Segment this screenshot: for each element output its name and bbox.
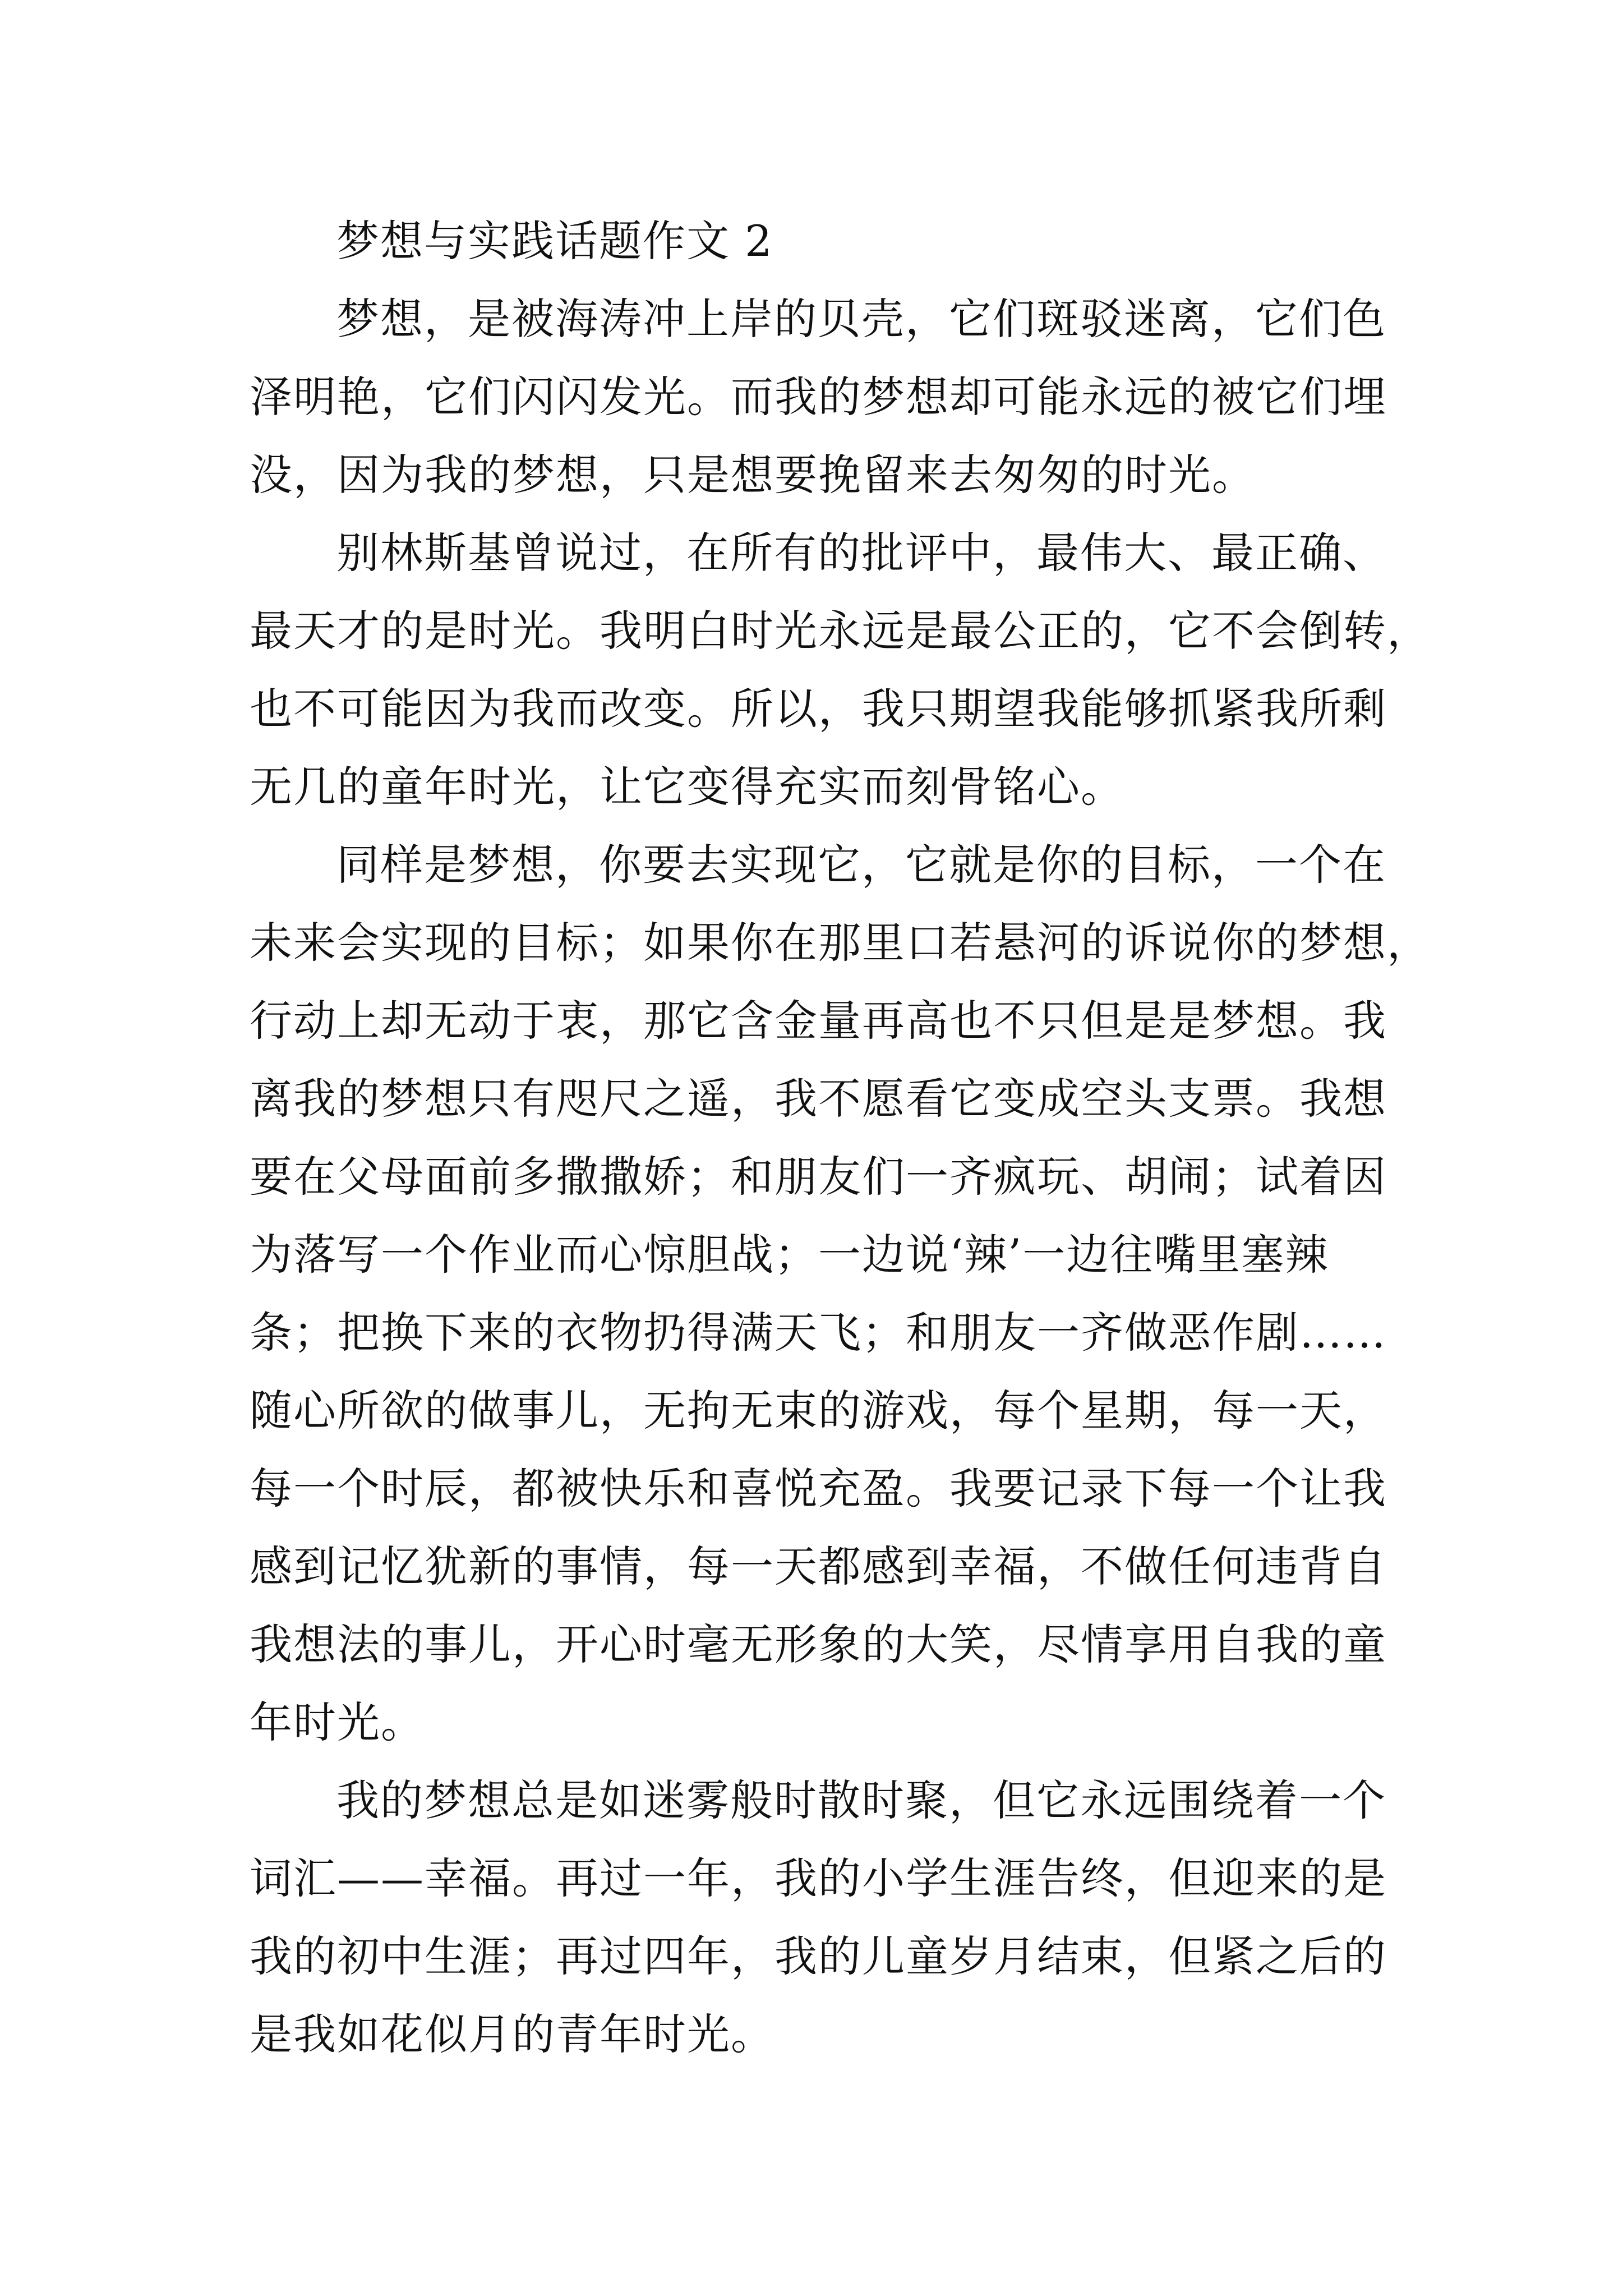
paragraph-1 [250, 280, 1391, 514]
paragraph-4 [250, 1761, 1391, 2073]
text-line: 我的初中生涯；再过四年，我的儿童岁月结束，但紧之后的 [250, 1931, 1387, 1981]
text-line: 年时光。 [250, 1697, 425, 1747]
document-title: 梦想与实践话题作文 2 [336, 216, 773, 266]
document-body [250, 202, 1431, 2073]
text-line: 没，因为我的梦想，只是想要挽留来去匆匆的时光。 [250, 450, 1256, 500]
text-line: 是我如花似月的青年时光。 [250, 2009, 774, 2059]
text-line: 感到记忆犹新的事情，每一天都感到幸福，不做任何违背自 [250, 1542, 1387, 1591]
text-line: 未来会实现的目标；如果你在那里口若悬河的诉说你的梦想， [250, 918, 1431, 968]
text-line: 词汇——幸福。再过一年，我的小学生涯告终，但迎来的是 [250, 1853, 1387, 1903]
text-line: 每一个时辰，都被快乐和喜悦充盈。我要记录下每一个让我 [250, 1464, 1387, 1513]
paragraph-2 [250, 514, 1431, 826]
text-line: 无几的童年时光，让它变得充实而刻骨铭心。 [250, 762, 1124, 812]
paragraph-3 [250, 826, 1431, 1761]
text-line: 也不可能因为我而改变。所以，我只期望我能够抓紧我所剩 [250, 684, 1387, 734]
text-line: 条；把换下来的衣物扔得满天飞；和朋友一齐做恶作剧…… [250, 1308, 1387, 1358]
text-line: 我的梦想总是如迷雾般时散时聚，但它永远围绕着一个 [336, 1775, 1386, 1825]
text-line: 梦想，是被海涛冲上岸的贝壳，它们斑驳迷离，它们色 [336, 294, 1386, 344]
text-line: 离我的梦想只有咫尺之遥，我不愿看它变成空头支票。我想 [250, 1074, 1387, 1124]
text-line: 同样是梦想，你要去实现它，它就是你的目标，一个在 [336, 840, 1386, 890]
text-line: 别林斯基曾说过，在所有的批评中，最伟大、最正确、 [336, 528, 1386, 578]
text-line: 为落写一个作业而心惊胆战；一边说‘辣’一边往嘴里塞辣 [250, 1230, 1329, 1280]
text-line: 我想法的事儿，开心时毫无形象的大笑，尽情享用自我的童 [250, 1619, 1387, 1669]
text-line: 要在父母面前多撒撒娇；和朋友们一齐疯玩、胡闹；试着因 [250, 1152, 1387, 1202]
text-line: 行动上却无动于衷，那它含金量再高也不只但是是梦想。我 [250, 996, 1387, 1046]
text-line: 最天才的是时光。我明白时光永远是最公正的，它不会倒转， [250, 606, 1431, 656]
text-line: 随心所欲的做事儿，无拘无束的游戏，每个星期，每一天， [250, 1386, 1387, 1435]
text-line: 泽明艳，它们闪闪发光。而我的梦想却可能永远的被它们埋 [250, 372, 1387, 422]
